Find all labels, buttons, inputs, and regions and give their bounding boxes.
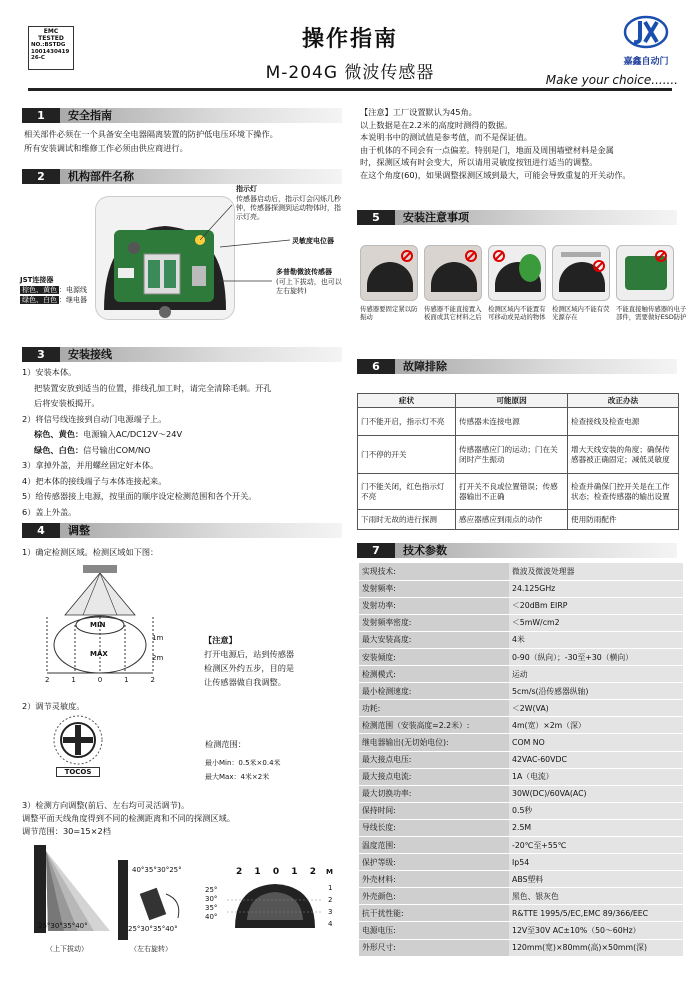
- section-5-header: [357, 210, 677, 225]
- table-cell: 传感器感应门的运动；门在关闭时产生振动: [456, 436, 568, 474]
- scale-tick: 2: [236, 867, 243, 877]
- spec-row: [359, 666, 683, 683]
- spec-key: 最大切换功率:: [359, 785, 509, 802]
- note-line: 【注意】工厂设置默认为45角。: [360, 107, 477, 117]
- wiring-steps: [22, 365, 352, 520]
- adjust-step-2: 2）调节灵敏度。: [22, 701, 85, 711]
- spec-value: 24.125GHz: [509, 580, 683, 597]
- table-row: [358, 474, 679, 510]
- spec-value: 4米: [509, 631, 683, 648]
- spec-row: [359, 888, 683, 905]
- wiring-line: 1）安装本体。: [22, 367, 77, 377]
- scale-tick: 2: [328, 896, 333, 904]
- note-line: 时，探测区域有时会变大，所以请用灵敏度按钮进行适当的调整。: [360, 157, 598, 168]
- jst-wire: 绿色、白色: [22, 296, 57, 304]
- spec-value: 42VAC-60VDC: [509, 751, 683, 768]
- table-cell: 检查接线及检查电源: [568, 408, 679, 436]
- scale-tick: 0: [97, 676, 103, 684]
- angle-tick: 35°: [205, 904, 218, 912]
- spec-value: ABS塑料: [509, 871, 683, 888]
- scale-tick: 1: [328, 884, 333, 892]
- table-cell: 门不能关闭，红色指示灯不亮: [358, 474, 456, 510]
- spec-row: [359, 648, 683, 665]
- section-number: 7: [357, 543, 395, 558]
- min-label: MIN: [90, 621, 106, 629]
- note-line: 在这个角度(60)，如果调整探测区域到最大，可能会导致重复的开关动作。: [360, 169, 631, 180]
- table-cell: 门不停的开关: [358, 436, 456, 474]
- rotate-angles-bottom: 25°30°35°40°: [128, 925, 178, 933]
- table-cell: 感应器感应到雨点的动作: [456, 510, 568, 530]
- spec-row: [359, 614, 683, 631]
- rotate-caption: （左右旋转）: [130, 945, 172, 953]
- spec-value: 运动: [509, 666, 683, 683]
- section-title: 安装接线: [60, 347, 342, 362]
- adjust-step-1: 1）确定检测区域。检测区域如下图：: [22, 547, 159, 557]
- table-cell: 使用防雨配件: [568, 510, 679, 530]
- table-cell: 增大天线安装的角度；确保传感器被正确固定；减低灵敏度: [568, 436, 679, 474]
- spec-key: 检测模式:: [359, 666, 509, 683]
- spec-row: [359, 905, 683, 922]
- brand-logo: [608, 14, 684, 70]
- angle-tick: 40°: [205, 913, 218, 921]
- scale-tick: 3: [328, 908, 333, 916]
- table-cell: 门不能开启，指示灯不亮: [358, 408, 456, 436]
- field-pattern-diagram: [225, 880, 325, 932]
- section-title: 故障排除: [395, 359, 677, 374]
- distance-label: 2m: [152, 654, 164, 662]
- table-cell: 传感器未连接电源: [456, 408, 568, 436]
- spec-row: [359, 563, 683, 580]
- table-cell: 打开关不良或位置错误；传感器输出不正确: [456, 474, 568, 510]
- spec-key: 最大接点电压:: [359, 751, 509, 768]
- section-number: 3: [22, 347, 60, 362]
- table-row: [358, 436, 679, 474]
- spec-row: [359, 717, 683, 734]
- spec-value: 4m(宽）×2m（深）: [509, 717, 683, 734]
- max-label: MAX: [90, 650, 108, 658]
- precaution-image: [424, 245, 482, 301]
- spec-value: ＜20dBm EIRP: [509, 597, 683, 614]
- note-line: 由于机体的不同会有一点偏差。特别是门，地面及周围墙壁材料是金属: [360, 144, 614, 155]
- section-6-header: [357, 359, 677, 374]
- tree-icon: [519, 254, 541, 282]
- precaution-image: [616, 245, 674, 301]
- scale-tick: 0: [272, 867, 280, 877]
- step3-line: 调节范围：30=15×2档: [22, 826, 111, 836]
- wiring-line: 4）把本体的接线端子与本体连接起来。: [22, 475, 167, 486]
- section-number: 2: [22, 169, 60, 184]
- wire-function: 信号输出COM/NO: [83, 444, 151, 455]
- safety-line: 所有安装调试和维修工作必须由供应商进行。: [24, 143, 188, 153]
- spec-row: [359, 802, 683, 819]
- range-max: 最大Max：4米×2米: [205, 773, 270, 781]
- spec-row: [359, 837, 683, 854]
- spec-value: 0-90（纵向）；-30至+30（横向）: [509, 648, 683, 665]
- spec-value: 黑色、银灰色: [509, 888, 683, 905]
- spec-value: -20℃至+55℃: [509, 837, 683, 854]
- jst-label: JST连接器: [20, 276, 54, 284]
- spec-value: 30W(DC)/60VA(AC): [509, 785, 683, 802]
- spec-key: 最大接点电流:: [359, 768, 509, 785]
- spec-key: 最小检测速度:: [359, 683, 509, 700]
- lamp-icon: [561, 252, 601, 257]
- angle-tick: 30°: [205, 895, 218, 903]
- spec-value: 5cm/s(沿传感器纵轴): [509, 683, 683, 700]
- scale-tick: 2: [45, 676, 50, 684]
- spec-row: [359, 751, 683, 768]
- spec-key: 抗干扰性能:: [359, 905, 509, 922]
- section-title: 调整: [60, 523, 342, 538]
- scale-tick: 1: [254, 867, 261, 877]
- brand-name: 嘉鑫自动门: [623, 57, 669, 67]
- section-number: 6: [357, 359, 395, 374]
- spec-row: [359, 819, 683, 836]
- spec-key: 外形尺寸:: [359, 939, 509, 956]
- spec-key: 外壳材料:: [359, 871, 509, 888]
- jst-function: 电源线: [66, 286, 87, 294]
- spec-key: 功耗:: [359, 700, 509, 717]
- prohibit-icon: [401, 250, 413, 262]
- scale-tick: 1: [71, 676, 76, 684]
- spec-value: 微波及微波处理器: [509, 563, 683, 580]
- column-header: 改正办法: [568, 394, 679, 408]
- range-min: 最小Min：0.5米×0.4米: [205, 759, 281, 767]
- prohibit-icon: [465, 250, 477, 262]
- column-header: 症状: [358, 394, 456, 408]
- adjust-note: [204, 633, 294, 689]
- wire-function: 电源输入AC/DC12V～24V: [83, 429, 183, 439]
- brand-logo-icon: [623, 14, 669, 50]
- note-line: 让传感器做自我调整。: [204, 677, 286, 687]
- scale-tick: 2: [309, 867, 316, 877]
- spec-key: 检测范围（安装高度=2.2米）:: [359, 717, 509, 734]
- spec-key: 保护等级:: [359, 854, 509, 871]
- wiring-line: 2）将信号线连接到自动门电源端子上。: [22, 413, 167, 424]
- section-number: 5: [357, 210, 395, 225]
- knob-icon: [50, 713, 106, 767]
- prohibit-icon: [593, 260, 605, 272]
- spec-value: ＜2W(VA): [509, 700, 683, 717]
- spec-key: 发射频率密度:: [359, 614, 509, 631]
- table-row: [358, 510, 679, 530]
- safety-text: [24, 127, 344, 155]
- note-title: 【注意】: [204, 635, 237, 645]
- spec-value: R&TTE 1995/5/EC,EMC 89/366/EEC: [509, 905, 683, 922]
- emc-line: 1001430419: [31, 48, 70, 55]
- section-3-header: [22, 347, 342, 362]
- section-title: 机构部件名称: [60, 169, 342, 184]
- note-line: 打开电源后，站到传感器: [204, 649, 295, 659]
- scale-tick: 4: [328, 920, 333, 928]
- spec-row: [359, 785, 683, 802]
- antenna-title: 多普勒微波传感器: [276, 268, 332, 276]
- step3-line: 调整平面天线角度得到不同的检测距离和不同的探测区域。: [22, 813, 235, 823]
- spec-value: ＜5mW/cm2: [509, 614, 683, 631]
- spec-row: [359, 939, 683, 956]
- spec-key: 外壳颜色:: [359, 888, 509, 905]
- note-line: 本说明书中的测试值是参考值，而不是保证值。: [360, 132, 532, 143]
- jst-row: 棕色、黄色 ：电源线: [22, 286, 87, 294]
- depth-scale: [328, 882, 332, 930]
- section-title: 安装注意事项: [395, 210, 677, 225]
- scale-tick: 2: [150, 676, 155, 684]
- potentiometer-label: 灵敏度电位器: [292, 237, 334, 245]
- distance-label: 1m: [152, 634, 164, 642]
- section-2-header: [22, 169, 342, 184]
- step3-line: 3）检测方向调整(前后、左右均可灵活调节)。: [22, 800, 190, 810]
- spec-row: [359, 854, 683, 871]
- spec-key: 电源电压:: [359, 922, 509, 939]
- troubleshooting-table: [357, 393, 679, 530]
- wiring-line: 后将安装板揭开。: [34, 398, 100, 408]
- rotate-angles-top: 40°35°30°25°: [132, 866, 182, 874]
- spec-row: [359, 871, 683, 888]
- tilt-caption: （上下拔动）: [46, 945, 88, 953]
- section-number: 1: [22, 108, 60, 123]
- precaution-image: [488, 245, 546, 301]
- note-line: 以上数据是在2.2米的高度时测得的数据。: [360, 119, 513, 130]
- spec-key: 发射功率:: [359, 597, 509, 614]
- column-header: 可能原因: [456, 394, 568, 408]
- wiring-line: 3）拿掉外盖，并用螺丝固定好本体。: [22, 460, 159, 470]
- spec-row: [359, 768, 683, 785]
- section-1-header: [22, 108, 342, 123]
- safety-line: 相关部件必须在一个具备安全电器隔离装置的防护低电压环境下操作。: [24, 129, 278, 139]
- spec-key: 实现技术:: [359, 563, 509, 580]
- width-scale: [236, 868, 316, 877]
- spec-key: 导线长度:: [359, 819, 509, 836]
- spec-table-body: [359, 563, 683, 956]
- prohibit-icon: [493, 250, 505, 262]
- spec-key: 继电器输出(无切始电位):: [359, 734, 509, 751]
- sensitivity-knob[interactable]: [50, 713, 106, 777]
- table-cell: 检查并确保门控开关是在工作状态；检查传感器的输出设置: [568, 474, 679, 510]
- precaution-caption: 不能直接触传感器的电子部件，需要做好ESD防护: [616, 305, 687, 321]
- emc-line: NO.:BSTDG: [31, 42, 66, 49]
- adjust-step-3: [22, 799, 235, 838]
- spec-value: Ip54: [509, 854, 683, 871]
- emc-line: 26-C: [31, 55, 45, 62]
- spec-row: [359, 922, 683, 939]
- indicator-title: 指示灯: [236, 185, 257, 193]
- spec-key: 发射频率:: [359, 580, 509, 597]
- precaution-image: [360, 245, 418, 301]
- precaution-image: [552, 245, 610, 301]
- prohibit-icon: [655, 250, 667, 262]
- precaution-caption: 传感器要固定紧以防振动: [360, 305, 418, 321]
- antenna-desc: (可上下拔动，也可以左右旋转): [276, 278, 342, 295]
- section-title: 技术参数: [395, 543, 677, 558]
- spec-table: [359, 563, 683, 957]
- scale-tick: 1: [124, 676, 129, 684]
- page-title: 操作指南: [301, 27, 398, 52]
- spec-key: 安装倾度:: [359, 648, 509, 665]
- spec-value: 12V至30V AC±10%（50～60Hz）: [509, 922, 683, 939]
- jst-wire: 棕色、黄色: [22, 286, 57, 294]
- precaution-caption: 检测区域内不能有荧光源存在: [552, 305, 610, 321]
- table-header-row: [358, 394, 679, 408]
- indicator-desc: 传感器启动后，指示灯会闪烁几秒钟，传感器探测到运动物体时，指示灯亮。: [236, 195, 341, 221]
- table-cell: 下雨时无故的进行探测: [358, 510, 456, 530]
- spec-key: 温度范围:: [359, 837, 509, 854]
- slogan: Make your choice.......: [545, 73, 678, 87]
- tocos-label: TOCOS: [56, 767, 100, 777]
- section-title: 安全指南: [60, 108, 342, 123]
- wiring-line: 5）给传感器接上电源，按里面的顺序设定检测范围和各个开关。: [22, 491, 257, 501]
- jst-row: 绿色、白色 ：继电器: [22, 296, 87, 304]
- table-row: [358, 408, 679, 436]
- spec-row: [359, 580, 683, 597]
- wiring-line: 6）盖上外盖。: [22, 506, 77, 517]
- section-7-header: [357, 543, 677, 558]
- spec-value: 1A（电流）: [509, 768, 683, 785]
- section-4-header: [22, 523, 342, 538]
- spec-value: 2.5M: [509, 819, 683, 836]
- install-precautions: [360, 245, 690, 345]
- spec-value: COM NO: [509, 734, 683, 751]
- wiring-line: [22, 427, 352, 443]
- spec-row: [359, 734, 683, 751]
- page-subtitle: M-204G 微波传感器: [265, 63, 435, 83]
- precaution-caption: 检测区域内不能置有可移动或晃动的物体: [488, 305, 546, 321]
- wire-colors: 绿色、白色：: [34, 444, 84, 455]
- meter-unit: M: [326, 868, 333, 876]
- wiring-line: [22, 443, 352, 459]
- section-number: 4: [22, 523, 60, 538]
- angle-tick: 25°: [205, 886, 218, 894]
- spec-key: 保持时间:: [359, 802, 509, 819]
- emc-line: EMC TESTED: [38, 28, 64, 42]
- jst-function: 继电器: [66, 296, 87, 304]
- spec-value: 0.5秒: [509, 802, 683, 819]
- precaution-caption: 传感器不能直接置入板面或其它材料之后: [424, 305, 482, 321]
- scale-tick: 1: [291, 867, 298, 877]
- spec-row: [359, 683, 683, 700]
- wire-colors: 棕色、黄色：: [34, 429, 84, 439]
- note-line: 检测区外约五步，目的是: [204, 663, 295, 673]
- angle-scale: [205, 886, 217, 922]
- wiring-line: 把装置安放到适当的位置，排线孔加工时，请完全清除毛刺。开孔: [34, 382, 272, 393]
- factory-note: [360, 106, 690, 182]
- spec-row: [359, 597, 683, 614]
- tilt-angles: 25°30°35°40°: [38, 922, 88, 930]
- spec-value: 120mm(宽)×80mm(高)×50mm(深): [509, 939, 683, 956]
- spec-key: 最大安装高度:: [359, 631, 509, 648]
- meter-scale: [45, 676, 155, 685]
- spec-row: [359, 631, 683, 648]
- spec-row: [359, 700, 683, 717]
- range-title: 检测范围：: [205, 739, 246, 749]
- header-rule: [28, 88, 672, 91]
